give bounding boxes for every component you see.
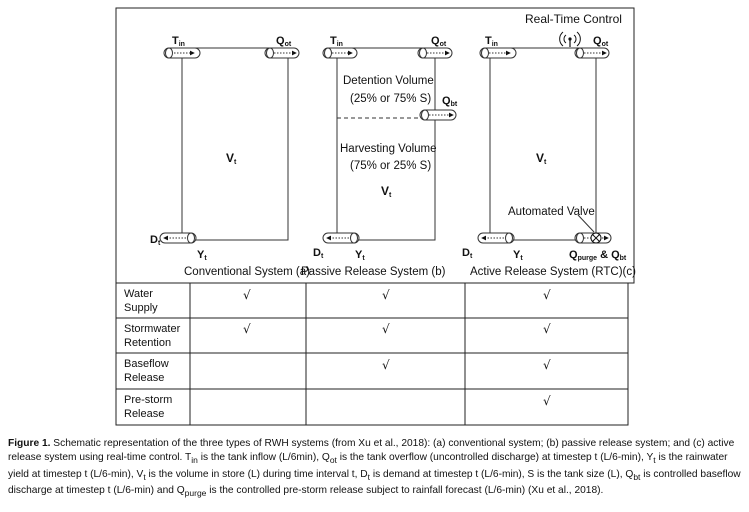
tin-label-c: Tin [485,35,498,48]
check-mark: √ [543,394,551,408]
yt-label-b: Yt [355,249,365,262]
qpurge-qbt-label: Qpurge & Qbt [569,249,627,262]
row-label-line: Water [124,288,153,300]
system-c-caption: Active Release System (RTC)(c) [470,266,636,278]
figure-caption [8,437,743,501]
system-c [462,12,636,278]
row-label-water-supply [124,287,158,315]
check-mark: √ [243,288,251,302]
inlet-pipe-a [164,48,200,58]
check-mark: √ [543,358,551,372]
system-a [150,35,310,278]
yt-label-a: Yt [197,249,207,262]
antenna-icon [560,32,581,47]
rtc-title: Real-Time Control [525,12,622,26]
detention-share-label: (25% or 75% S) [350,93,432,105]
caption-subscript: in [191,455,198,466]
caption-text: Schematic representation of the three types of RWH systems (from Xu et al., 2018): (a) conventional system; (b) passive release system; and (c) active release system using real-time control. T [8,438,735,464]
caption-text: is the tank overflow (uncontrolled discharge) at timestep t (L/6-min), Y [336,452,654,464]
row-label-line: Baseflow [124,358,169,370]
dt-label-a: Dt [150,234,161,247]
overflow-pipe-a [265,48,299,58]
row-label-line: Supply [124,302,158,314]
valve-icon [591,233,601,243]
tank-a [182,48,288,240]
row-label-line: Stormwater [124,323,181,335]
automated-valve-label: Automated Valve [508,206,595,218]
qbt-label-b: Qbt [442,95,458,108]
vt-label-a: Vt [226,151,237,166]
caption-text: is the tank inflow (L/6min), Q [197,452,330,464]
harvesting-share-label: (75% or 25% S) [350,160,432,172]
caption-subscript: t [367,471,371,482]
caption-subscript: bt [633,471,641,482]
row-label-line: Release [124,408,165,420]
row-label-stormwater-retention [124,322,180,350]
caption-subscript: purge [184,488,207,499]
qot-label-c: Qot [593,35,609,48]
caption-subscript: t [653,455,656,466]
overflow-pipe-b [418,48,452,58]
tin-label-a: Tin [172,35,185,48]
demand-pipe-b [323,233,359,243]
demand-pipe-c [478,233,514,243]
caption-text: is the rainwater yield at timestep t (L/6-min), V [8,452,728,480]
check-mark: √ [382,288,390,302]
demand-pipe-a [160,233,196,243]
caption-text: is controlled baseflow discharge at timestep t (L/6-min) and Q [8,468,741,497]
row-label-line: Release [124,372,165,384]
detention-volume-label: Detention Volume [343,75,434,87]
row-label-baseflow-release [124,357,169,385]
qot-label-b: Qot [431,35,447,48]
overflow-pipe-c [575,48,609,58]
row-label-prestorm-release [124,393,172,421]
check-mark: √ [543,288,551,302]
qot-label-a: Qot [276,35,292,48]
baseflow-pipe-b [420,110,456,120]
dt-label-c: Dt [462,247,473,260]
tin-label-b: Tin [330,35,343,48]
comparison-table-grid [116,283,628,425]
vt-label-c: Vt [536,151,547,166]
harvesting-volume-label: Harvesting Volume [340,143,437,155]
system-b-caption: Passive Release System (b) [301,266,446,278]
caption-subscript: ot [329,455,337,466]
row-label-line: Retention [124,337,172,349]
system-b [301,35,458,278]
inlet-pipe-c [480,48,516,58]
check-mark: √ [543,322,551,336]
row-label-line: Pre-storm [124,394,173,406]
check-mark: √ [382,358,390,372]
system-a-caption: Conventional System (a) [184,266,310,278]
check-mark: √ [243,322,251,336]
yt-label-c: Yt [513,249,523,262]
vt-label-b: Vt [381,184,392,199]
caption-text: is the controlled pre-storm release subject to rainfall forecast (L/6-min) (Xu et al., 2018). [206,485,604,497]
inlet-pipe-b [323,48,357,58]
caption-subscript: t [143,471,146,482]
caption-text: is demand at timestep t (L/6-min), S is the tank size (L), Q [370,468,634,480]
figure-label: Figure 1. [8,438,51,449]
dt-label-b: Dt [313,247,324,260]
caption-text: is the volume in store (L) during time interval t, D [145,468,368,480]
check-mark: √ [382,322,390,336]
